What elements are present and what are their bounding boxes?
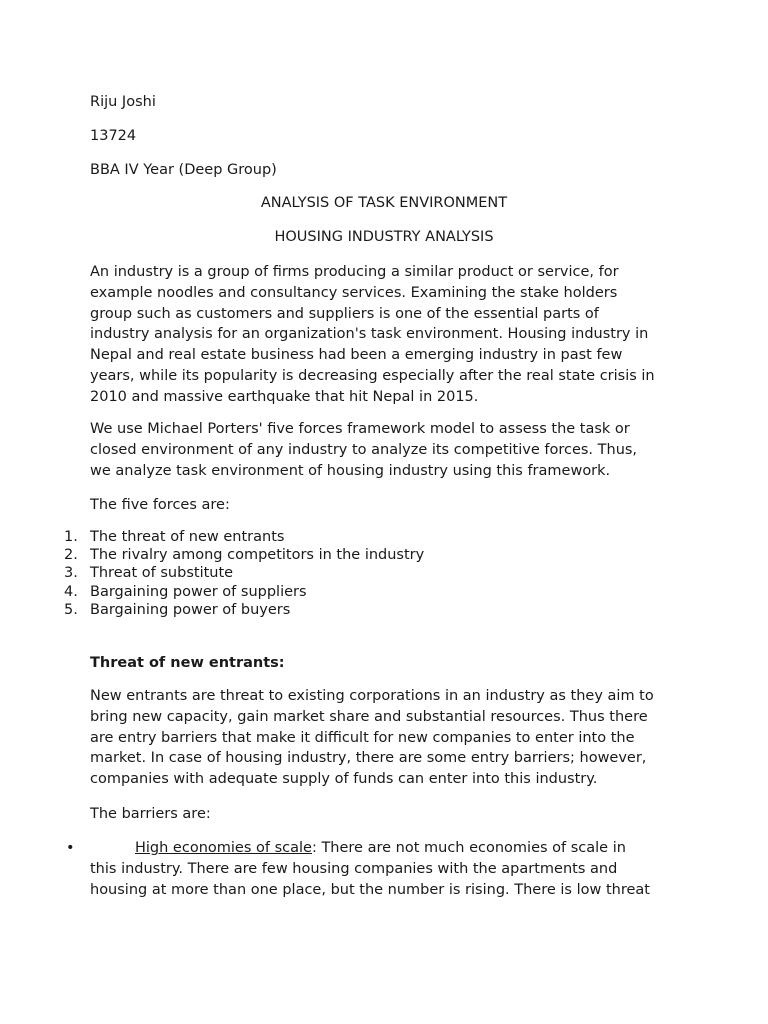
section-line: companies with adequate supply of funds can enter into this industry.	[90, 771, 598, 788]
list-item	[0, 564, 424, 582]
list-number: 5.	[64, 601, 78, 618]
section-body	[90, 686, 690, 790]
list-number: 2.	[64, 547, 78, 564]
list-item	[0, 601, 424, 619]
list-item-text: Bargaining power of suppliers	[90, 583, 307, 600]
intro-paragraph	[90, 262, 690, 408]
bullet-term: High economies of scale	[135, 840, 312, 856]
intro-line: 2010 and massive earthquake that hit Nepal in 2015.	[90, 388, 479, 405]
five-forces-list	[0, 528, 424, 619]
program-line: BBA IV Year (Deep Group)	[90, 162, 277, 178]
section-line: bring new capacity, gain market share and substantial resources. Thus there	[90, 708, 648, 725]
list-number: 4.	[64, 583, 78, 600]
framework-line: we analyze task environment of housing industry using this framework.	[90, 462, 611, 479]
intro-line: An industry is a group of firms producing a similar product or service, for	[90, 264, 619, 280]
intro-line: years, while its popularity is decreasing especially after the real state crisis in	[90, 367, 655, 384]
bullet-first-rest: : There are not much economies of scale in	[311, 840, 626, 856]
author-name: Riju Joshi	[90, 94, 156, 110]
document-subtitle: HOUSING INDUSTRY ANALYSIS	[274, 229, 494, 245]
intro-line: industry analysis for an organization's task environment. Housing industry in	[90, 326, 649, 343]
barriers-intro: The barriers are:	[90, 806, 211, 822]
list-item-text: Bargaining power of buyers	[90, 601, 291, 618]
bullet-line: this industry. There are few housing companies with the apartments and	[90, 860, 618, 877]
roll-number: 13724	[90, 128, 137, 144]
framework-line: closed environment of any industry to analyze its competitive forces. Thus,	[90, 441, 638, 458]
list-number: 3.	[64, 565, 78, 582]
section-line: New entrants are threat to existing corporations in an industry as they aim to	[90, 688, 654, 704]
section-line: are entry barriers that make it difficult for new companies to enter into the	[90, 729, 635, 746]
intro-line: example noodles and consultancy services. Examining the stake holders	[90, 284, 618, 301]
intro-line: group such as customers and suppliers is one of the essential parts of	[90, 305, 599, 322]
list-number: 1.	[64, 529, 78, 545]
list-item	[0, 583, 424, 601]
list-item-text: The rivalry among competitors in the industry	[90, 547, 425, 564]
list-item-text: Threat of substitute	[90, 565, 234, 582]
document-title: ANALYSIS OF TASK ENVIRONMENT	[260, 195, 508, 211]
list-item	[0, 528, 424, 546]
section-line: market. In case of housing industry, there are some entry barriers; however,	[90, 750, 647, 767]
intro-line: Nepal and real estate business had been a emerging industry in past few	[90, 347, 623, 364]
list-item-text: The threat of new entrants	[90, 529, 285, 545]
bullet-item	[90, 838, 690, 900]
bullet-marker: •	[66, 840, 75, 856]
bullet-line: housing at more than one place, but the number is rising. There is low threat	[90, 881, 650, 898]
bullet-first-line	[90, 838, 690, 859]
framework-line: We use Michael Porters' five forces framework model to assess the task or	[90, 421, 630, 437]
list-item	[0, 546, 424, 564]
framework-paragraph	[90, 419, 690, 481]
forces-intro: The five forces are:	[90, 497, 230, 513]
section-heading: Threat of new entrants:	[90, 655, 285, 671]
